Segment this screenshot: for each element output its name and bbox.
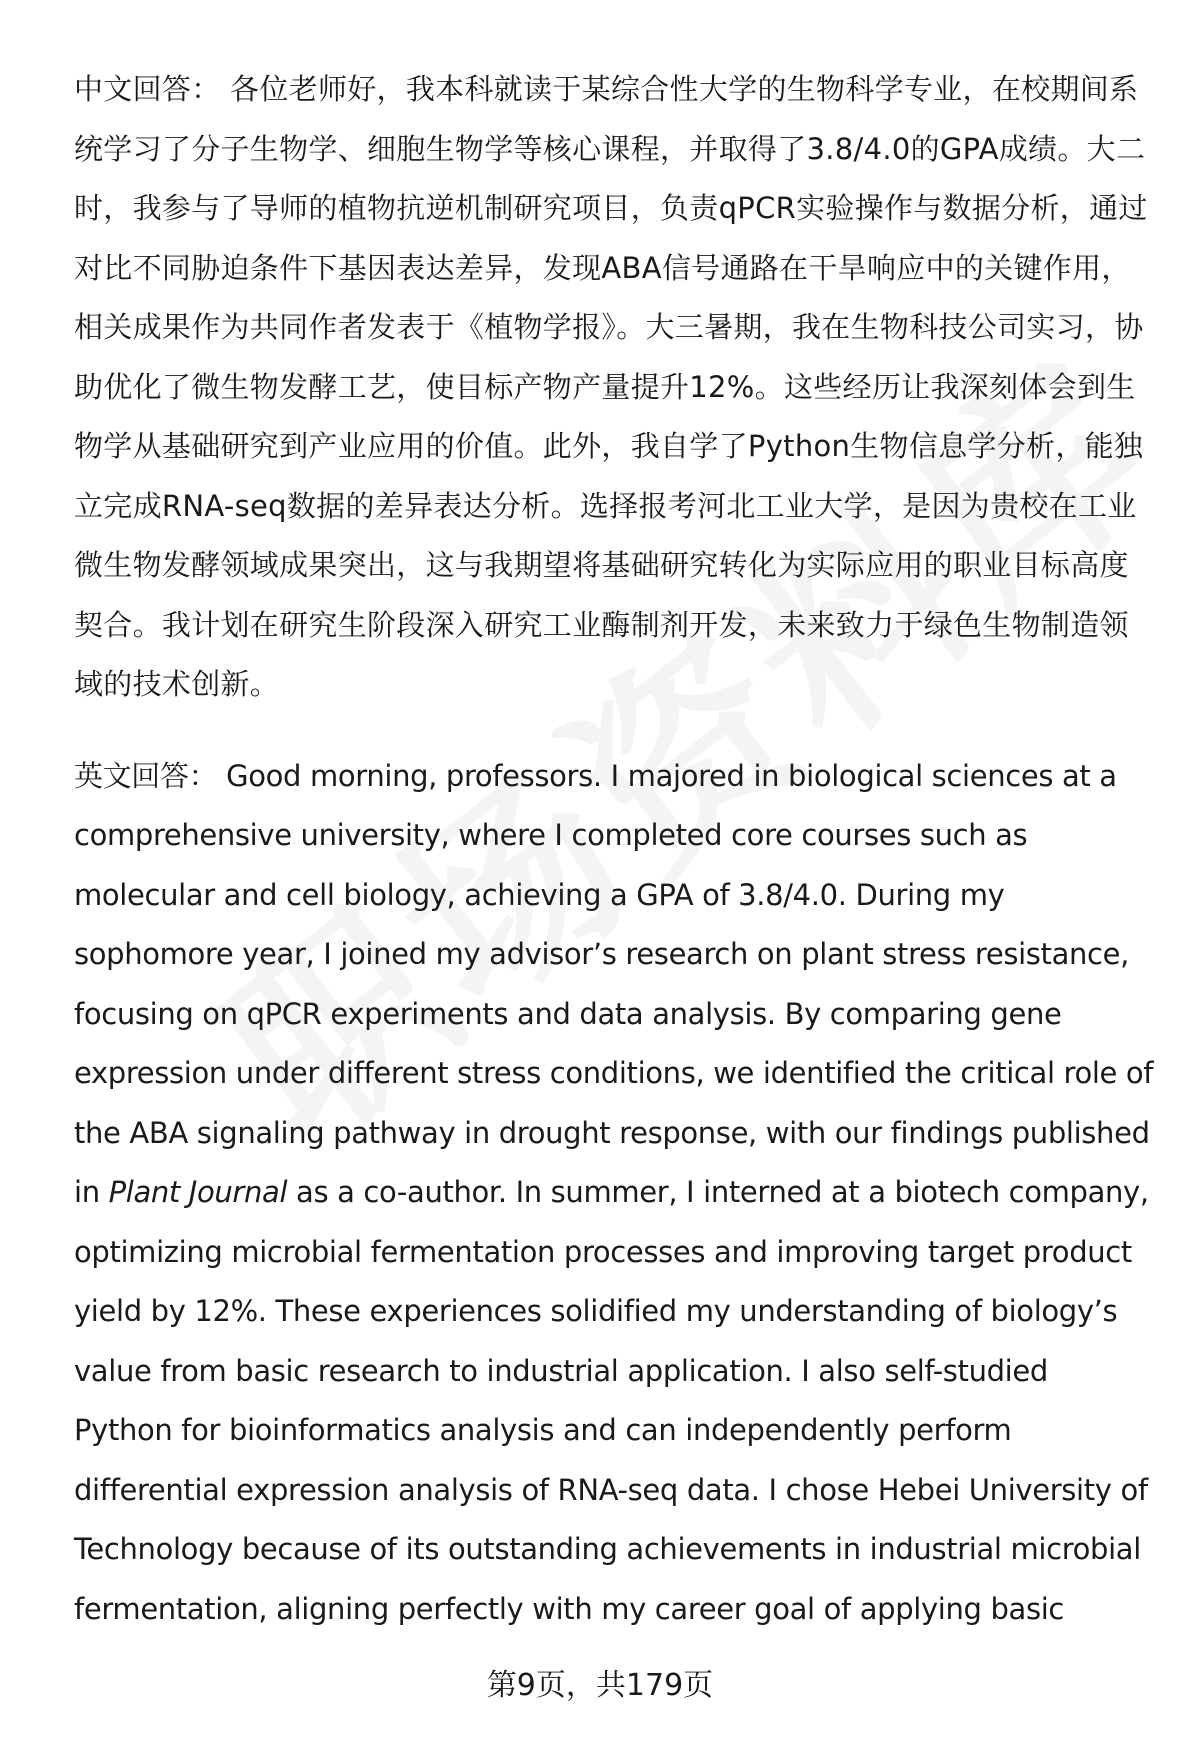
chinese-answer-label: 中文回答：: [74, 72, 221, 106]
english-answer-label: 英文回答：: [74, 758, 218, 793]
chinese-answer-text: 各位老师好，我本科就读于某综合性大学的生物科学专业，在校期间系统学习了分子生物学、细胞生物学等核心课程，并取得了3.8/4.0的GPA成绩。大二时，我参与了导师的植物抗逆机制研究项目，负责qPCR实验操作与数据分析，通过对比不同胁迫条件下基因表达差异，发现ABA信号通路在干旱响应中的关键作用，相关成果作为共同作者发表于《植物学报》。大三暑期，我在生物科技公司实习，协助优化了微生物发酵工艺，使目标产物产量提升12%。这些经历让我深刻体会到生物学从基础研究到产业应用的价值。此外，我自学了Python生物信息学分析，能独立完成RNA-seq数据的差异表达分析。选择报考河北工业大学，是因为贵校在工业微生物发酵领域成果突出，这与我期望将基础研究转化为实际应用的职业目标高度契合。我计划在研究生阶段深入研究工业酶制剂开发，未来致力于绿色生物制造领域的技术创新。: [74, 72, 1148, 701]
page-number-footer: 第9页，共179页: [486, 1668, 714, 1703]
english-answer-text-part1: Good morning, professors. I majored in biological sciences at a comprehensive university, where I completed core courses such as molecular and cell biology, achieving a GPA of 3.8/4.0. During my sophomore year, I joined my advisor’s research on plant stress resistance, focusing on qPCR experiments and data analysis. By comparing gene expression under different stress conditions, we identified the critical role of the ABA signaling pathway in drought response, with our findings published in: [74, 758, 1154, 1209]
chinese-answer-paragraph: [74, 60, 1154, 715]
english-answer-text-part2: as a co-author. In summer, I interned at a biotech company, optimizing microbial fermentation processes and improving target product yield by 12%. These experiences solidified my understanding of biology’s value from basic research to industrial application. I also self-studied Python for bioinformatics analysis and can independently perform differential expression analysis of RNA-seq data. I chose Hebei University of Technology because of its outstanding achievements in industrial microbial fermentation, aligning perfectly with my career goal of applying basic: [74, 1175, 1149, 1626]
journal-title: Plant Journal: [108, 1175, 288, 1209]
english-answer-paragraph: [74, 747, 1154, 1640]
document-page: [74, 60, 1154, 1639]
